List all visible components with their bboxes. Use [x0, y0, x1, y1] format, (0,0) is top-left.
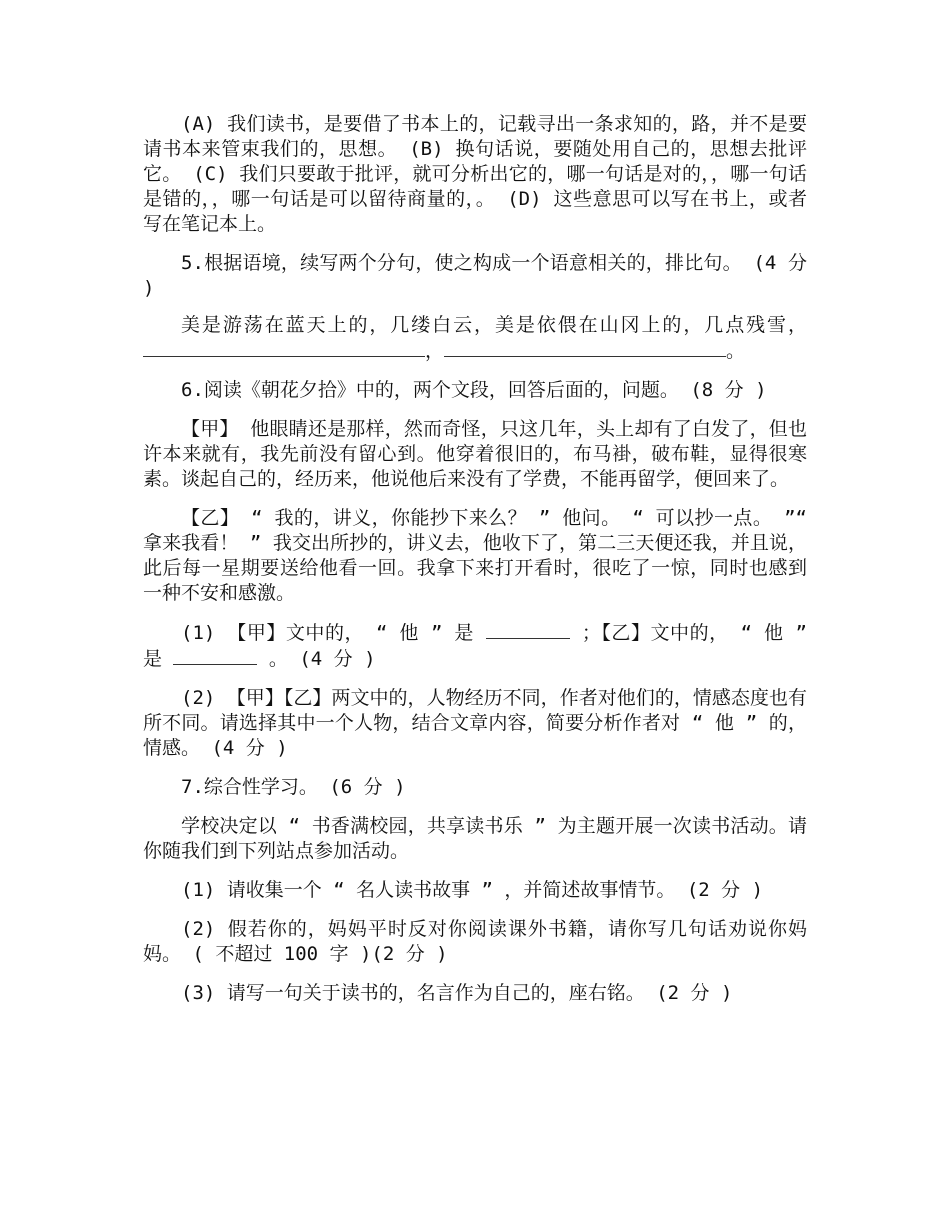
- question-5-prompt: [143, 313, 807, 364]
- passage-yi: 【乙】 “ 我的，讲义，你能抄下来么？ ” 他问。 “ 可以抄一点。 ”“ 拿来我看！ ” 我交出所抄的，讲义去，他收下了，第二三天便还我，并且说，此后每一星期要送给他看一回。我拿下来打开看时，很吃了一惊，同时也感到一种不安和感激。: [143, 507, 807, 604]
- answer-blank-2[interactable]: [444, 338, 726, 357]
- question-7-3: (3) 请写一句关于读书的，名言作为自己的，座右铭。 (2 分 ): [181, 982, 733, 1004]
- reading-passage-abcd: (A) 我们读书，是要借了书本上的，记载寻出一条求知的，路，并不是要请书本来管束我们的，思想。 (B) 换句话说，要随处用自己的，思想去批评它。 (C) 我们只要敢于批评，就可分析出它的，哪一句话是对的，，哪一句话是错的，，哪一句话是可以留待商量的，。 (D) 这些意思可以写在书上，或者写在笔记本上。: [143, 113, 807, 235]
- question-6-1: [143, 620, 807, 672]
- question-7-2: (2) 假若你的，妈妈平时反对你阅读课外书籍，请你写几句话劝说你妈妈。 ( 不超过 100 字 )(2 分 ): [143, 918, 807, 965]
- answer-blank-4[interactable]: [173, 646, 257, 665]
- question-6-1-part-a: (1) 【甲】文中的， “ 他 ” 是: [181, 622, 486, 644]
- question-5-separator: ，: [425, 340, 445, 362]
- question-7-intro: 学校决定以 “ 书香满校园，共享读书乐 ” 为主题开展一次读书活动。请你随我们到下列站点参加活动。: [143, 815, 807, 862]
- document-page: [143, 112, 807, 1020]
- answer-blank-1[interactable]: [143, 338, 425, 357]
- question-5-end: 。: [726, 340, 746, 362]
- question-6: 6.阅读《朝花夕拾》中的，两个文段，回答后面的，问题。 (8 分 ): [181, 379, 767, 401]
- answer-blank-3[interactable]: [486, 620, 570, 639]
- question-7: 7.综合性学习。 (6 分 ): [181, 776, 406, 798]
- question-5-prompt-text: 美是游荡在蓝天上的，几缕白云，美是依偎在山冈上的，几点残雪，: [181, 314, 807, 336]
- question-7-1: (1) 请收集一个 “ 名人读书故事 ” ，并简述故事情节。 (2 分 ): [181, 879, 764, 901]
- question-6-1-part-c: 。 (4 分 ): [257, 648, 376, 670]
- question-5: 5.根据语境，续写两个分句，使之构成一个语意相关的，排比句。 (4 分 ): [143, 252, 807, 299]
- question-6-2: (2) 【甲】【乙】两文中的，人物经历不同，作者对他们的，情感态度也有所不同。请选择其中一个人物，结合文章内容，简要分析作者对 “ 他 ” 的，情感。 (4 分 ): [143, 687, 807, 759]
- passage-jia: 【甲】 他眼睛还是那样，然而奇怪，只这几年，头上却有了白发了，但也许本来就有，我先前没有留心到。他穿着很旧的，布马褂，破布鞋，显得很寒素。谈起自己的，经历来，他说他后来没有了学费，不能再留学，便回来了。: [143, 418, 807, 490]
- question-6-1-part-b: ；【乙】文中的， “ 他 ” 是: [143, 622, 807, 670]
